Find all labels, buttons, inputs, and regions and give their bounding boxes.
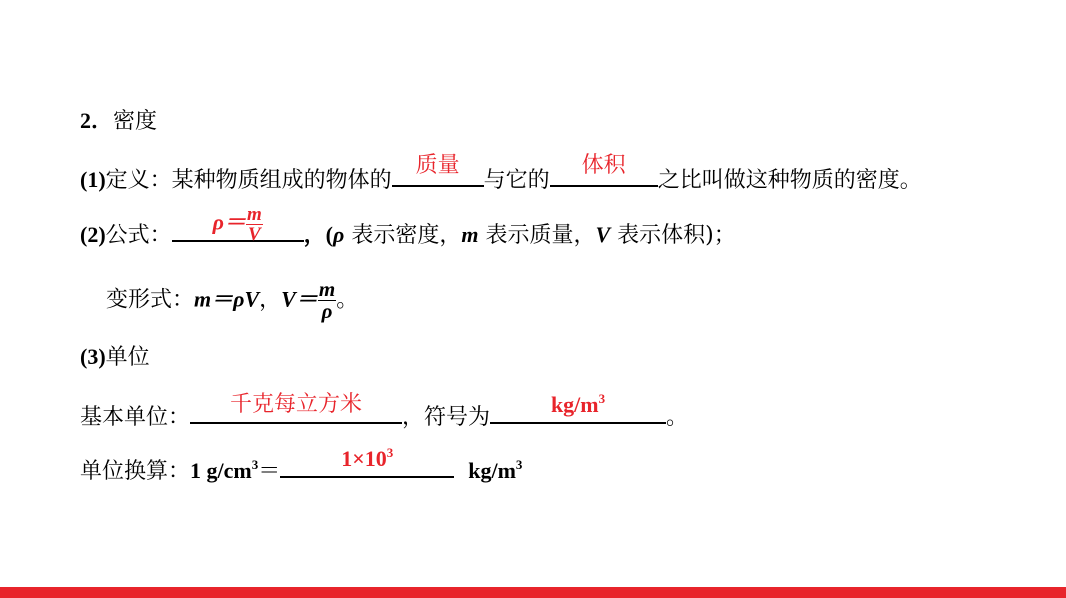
bottom-accent-bar [0, 587, 1066, 598]
conversion-eq: ＝ [258, 459, 281, 484]
formula-label: (2) [80, 222, 106, 247]
variant-den: ρ [321, 299, 333, 323]
blank-mass [392, 153, 484, 187]
unit-heading-label: (3) [80, 344, 106, 369]
answer-mass: 质量 [415, 153, 460, 178]
answer-conversion-exp: 3 [386, 445, 394, 460]
unit-heading [80, 342, 150, 373]
definition-label: (1) [80, 167, 106, 192]
conversion-unit-exp: 3 [515, 457, 523, 472]
conversion-lhs-base: 1 g/cm [190, 458, 252, 483]
answer-unit-name: 千克每立方米 [230, 392, 363, 417]
blank-volume [550, 153, 658, 187]
variant-comma: ， [259, 287, 282, 313]
formula-note3: 表示体积)； [610, 223, 736, 248]
answer-formula [172, 205, 304, 244]
formula-line [80, 204, 736, 251]
formula-v: V [595, 222, 611, 247]
blank-unit-symbol [490, 391, 666, 424]
variant-expr1: m＝ρV [194, 286, 260, 312]
conversion-prefix: 单位换算： [80, 459, 191, 484]
conversion-unit-base: kg/m [468, 458, 516, 483]
conversion-unit [468, 458, 522, 483]
answer-unit-symbol-base: kg/m [550, 392, 599, 417]
answer-formula-fraction [246, 205, 263, 244]
answer-unit-symbol-exp: 3 [598, 391, 606, 406]
base-unit-line [80, 391, 689, 433]
answer-formula-num: m [246, 204, 262, 225]
conversion-line [80, 445, 523, 487]
section-heading [80, 106, 157, 137]
base-unit-end: 。 [666, 405, 689, 430]
answer-conversion [280, 444, 454, 474]
formula-note2: 表示质量， [478, 223, 596, 248]
definition-prefix: 定义：某种物质组成的物体的 [105, 168, 392, 193]
blank-formula [172, 204, 304, 245]
unit-heading-title: 单位 [105, 345, 150, 370]
definition-middle: 与它的 [483, 168, 550, 193]
conversion-lhs [190, 458, 258, 483]
base-unit-middle: ，符号为 [402, 405, 491, 430]
blank-conversion [280, 445, 454, 478]
variant-num: m [318, 277, 336, 301]
section-number: 2． [80, 108, 114, 133]
blank-unit-name [190, 394, 402, 424]
base-unit-prefix: 基本单位： [80, 405, 191, 430]
answer-conversion-base: 1×10 [341, 446, 387, 471]
variant-end: 。 [336, 287, 359, 313]
section-title: 密度 [113, 109, 158, 134]
variant-fraction [318, 279, 336, 322]
formula-note-open: ，( [303, 222, 333, 247]
variant-line [106, 279, 358, 322]
variant-lhs: V＝ [281, 286, 318, 312]
formula-prefix: 公式： [105, 223, 172, 248]
formula-rho: ρ [333, 222, 345, 247]
formula-m: m [461, 222, 479, 247]
variant-prefix: 变形式： [106, 287, 195, 313]
answer-formula-den: V [248, 224, 261, 245]
answer-volume: 体积 [581, 153, 626, 178]
answer-formula-lhs: ρ＝ [212, 209, 246, 235]
definition-suffix: 之比叫做这种物质的密度。 [657, 168, 922, 193]
conversion-lhs-exp: 3 [251, 457, 259, 472]
formula-note1: 表示密度， [344, 223, 462, 248]
answer-unit-symbol [490, 390, 666, 420]
definition-line [80, 153, 922, 196]
